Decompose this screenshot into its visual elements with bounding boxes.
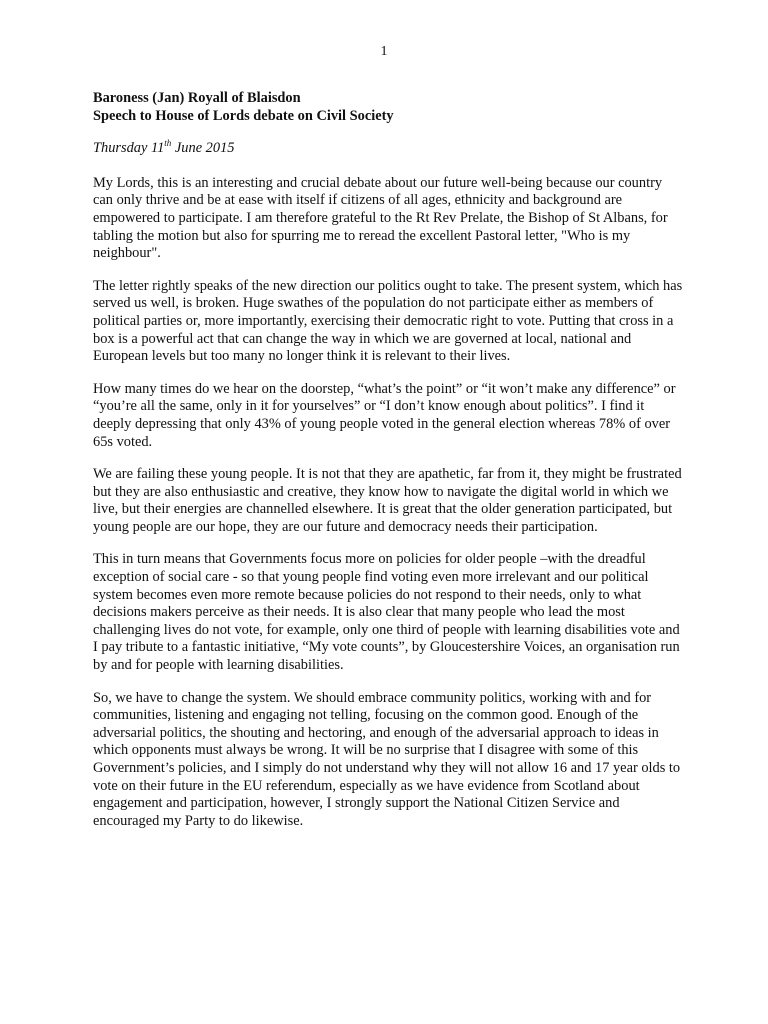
speech-date (93, 140, 683, 158)
speech-title: Speech to House of Lords debate on Civil Society (93, 107, 394, 124)
paragraph-6: So, we have to change the system. We should embrace community politics, working with and for communities, listening and engaging not telling, focusing on the common good. Enough of the adversarial politics, the shouting and hectoring, and enough of the adversarial approach to ideas in which opponents must always be wrong. It will be no surprise that I disagree with some of this Government’s policies, and I simply do not understand why they will not allow 16 and 17 year olds to vote on their future in the EU referendum, especially as we have evidence from Scotland about engagement and participation, however, I strongly support the National Citizen Service and encouraged my Party to do likewise. (93, 689, 681, 829)
paragraph-4: We are failing these young people. It is not that they are apathetic, far from it, they might be frustrated but they are also enthusiastic and creative, they know how to navigate the digital world in which we live, but their energies are channelled elsewhere. It is great that the older generation participated, but young people are our hope, they are our future and democracy needs their participation. (93, 466, 682, 535)
paragraph-3: How many times do we hear on the doorstep, “what’s the point” or “it won’t make any difference” or “you’re all the same, only in it for yourselves” or “I don’t know enough about politics”. I find it deeply depressing that only 43% of young people voted in the general election whereas 78% of over 65s voted. (93, 380, 676, 450)
date-ordinal: th (164, 138, 172, 149)
paragraph-1: My Lords, this is an interesting and crucial debate about our future well-being because our country can only thrive and be at ease with itself if citizens of all ages, ethnicity and background are empowered to participate. I am therefore grateful to the Rt Rev Prelate, the Bishop of St Albans, for tabling the motion but also for spurring me to reread the excellent Pastoral letter, "Who is my neighbour". (93, 174, 668, 262)
paragraph-5: This in turn means that Governments focus more on policies for older people –with the dreadful exception of social care - so that young people find voting even more irrelevant and our political system becomes even more remote because policies do not respond to their needs, only to what decisions makers perceive as their needs. It is also clear that many people who lead the most challenging lives do not vote, for example, only one third of people with learning disabilities vote and I pay tribute to a fantastic initiative, “My vote counts”, by Gloucestershire Voices, an organisation run by and for people with learning disabilities. (93, 551, 680, 674)
date-suffix: June 2015 (171, 140, 235, 157)
document-body (93, 90, 683, 830)
date-prefix: Thursday 11 (93, 140, 165, 157)
author-heading: Baroness (Jan) Royall of Blaisdon (93, 90, 301, 106)
paragraph-2: The letter rightly speaks of the new direction our politics ought to take. The present system, which has served us well, is broken. Huge swathes of the population do not participate either as members of political parties or, more importantly, exercising their democratic right to vote. Putting that cross in a box is a powerful act that can change the way in which we are governed at local, national and European levels but too many no longer think it is relevant to their lives. (93, 277, 683, 365)
page-number: 1 (380, 44, 388, 59)
